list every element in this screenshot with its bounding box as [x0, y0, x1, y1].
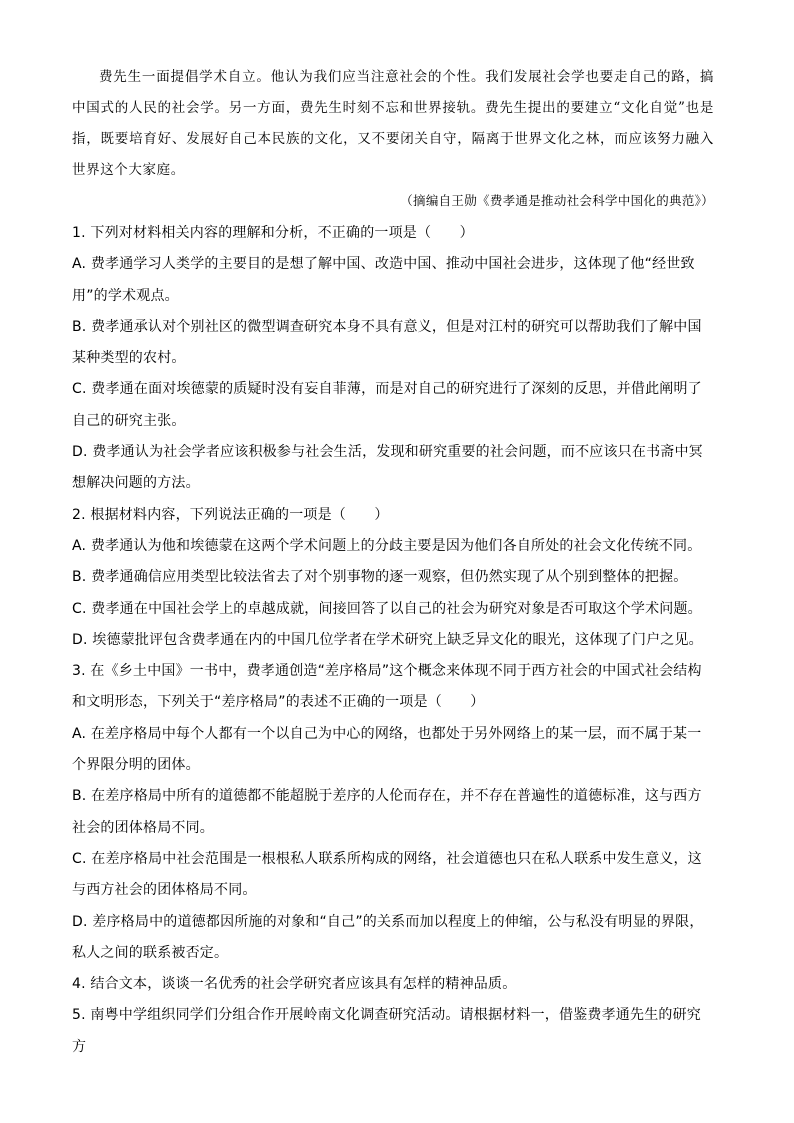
- question-stem: 2. 根据材料内容，下列说法正确的一项是（ ）: [72, 506, 389, 523]
- question-stem: 5. 南粤中学组织同学们分组合作开展岭南文化调查研究活动。请根据材料一，借鉴费孝通先生的研究方: [72, 1007, 702, 1055]
- question-stem: 1. 下列对材料相关内容的理解和分析，不正确的一项是（ ）: [72, 225, 474, 241]
- answer-option: B. 费孝通确信应用类型比较法省去了对个别事物的逐一观察，但仍然实现了从个别到整体的把握。: [72, 569, 688, 586]
- answer-option: C. 费孝通在面对埃德蒙的质疑时没有妄自菲薄，而是对自己的研究进行了深刻的反思，并借此阐明了自己的研究主张。: [72, 381, 702, 429]
- answer-option: C. 费孝通在中国社会学上的卓越成就，间接回答了以自己的社会为研究对象是否可取这个学术问题。: [72, 600, 702, 617]
- question-stem: 3. 在《乡土中国》一书中，费孝通创造“差序格局”这个概念来体现不同于西方社会的中国式社会结构和文明形态，下列关于“差序格局”的表述不正确的一项是（ ）: [72, 663, 702, 711]
- answer-option: C. 在差序格局中社会范围是一根根私人联系所构成的网络，社会道德也只在私人联系中发生意义，这与西方社会的团体格局不同。: [72, 850, 702, 899]
- passage-paragraph: 费先生一面提倡学术自立。他认为我们应当注意社会的个性。我们发展社会学也要走自己的路，搞中国式的人民的社会学。另一方面，费先生时刻不忘和世界接轨。费先生提出的要建立“文化自觉”也是指，既要培育好、发展好自己本民族的文化，又不要闭关自守，隔离于世界文化之林，而应该努力融入世界这个大家庭。: [72, 69, 714, 178]
- answer-option: D. 差序格局中的道德都因所施的对象和“自己”的关系而加以程度上的伸缩，公与私没有明显的界限，私人之间的联系被否定。: [72, 913, 704, 961]
- answer-option: D. 埃德蒙批评包含费孝通在内的中国几位学者在学术研究上缺乏异文化的眼光，这体现了门户之见。: [72, 631, 703, 648]
- answer-option: A. 在差序格局中每个人都有一个以自己为中心的网络，也都处于另外网络上的某一层，而不属于某一个界限分明的团体。: [72, 725, 702, 774]
- passage-source: （摘编自王勋《费孝通是推动社会科学中国化的典范》）: [400, 193, 714, 208]
- answer-option: B. 在差序格局中所有的道德都不能超脱于差序的人伦而存在，并不存在普遍性的道德标准，这与西方社会的团体格局不同。: [72, 788, 702, 836]
- question-stem: 4. 结合文本，谈谈一名优秀的社会学研究者应该具有怎样的精神品质。: [72, 976, 517, 993]
- answer-option: D. 费孝通认为社会学者应该积极参与社会生活，发现和研究重要的社会问题，而不应该只在书斋中冥想解决问题的方法。: [72, 444, 703, 492]
- answer-option: B. 费孝通承认对个别社区的微型调查研究本身不具有意义，但是对江村的研究可以帮助我们了解中国某种类型的农村。: [72, 318, 702, 367]
- answer-option: A. 费孝通认为他和埃德蒙在这两个学术问题上的分歧主要是因为他们各自所处的社会文化传统不同。: [72, 537, 702, 554]
- answer-option: A. 费孝通学习人类学的主要目的是想了解中国、改造中国、推动中国社会进步，这体现了他“经世致用”的学术观点。: [72, 256, 695, 304]
